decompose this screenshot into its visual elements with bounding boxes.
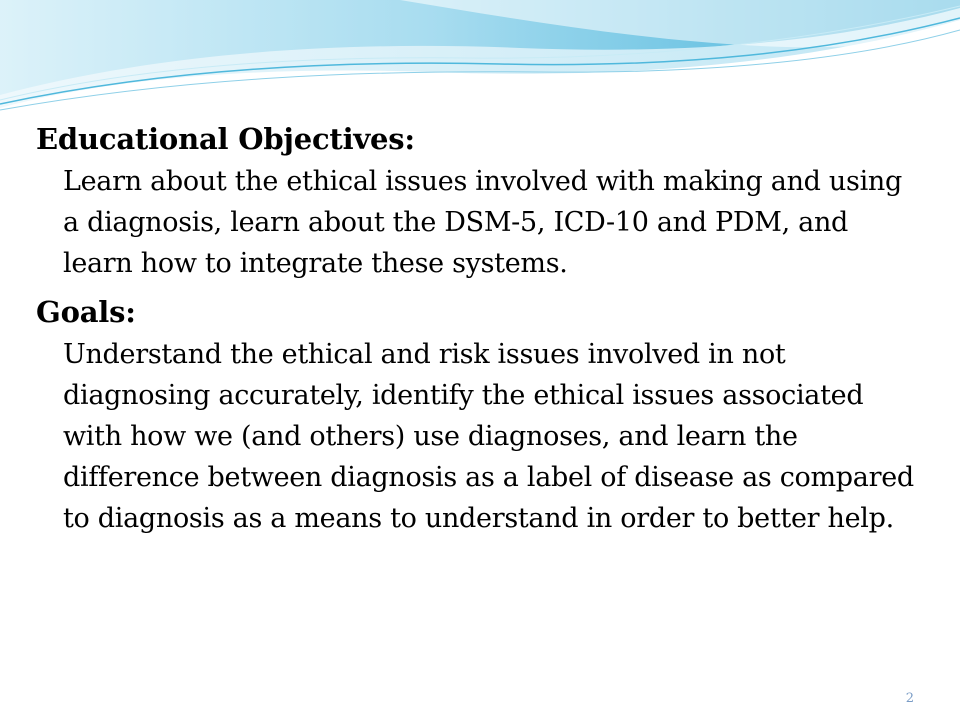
goals-text: Understand the ethical and risk issues involved in not diagnosing accurately, identify the ethical issues associated with how we (and others) use diagnoses, and learn the difference between diagnosis as a label of disease as compared to diagnosis as a means to understand in order to better help. (63, 339, 914, 534)
page-number: 2 (905, 691, 914, 706)
objectives-section (36, 118, 936, 284)
goals-section (36, 291, 936, 539)
goals-heading: Goals: (36, 295, 136, 329)
objectives-heading: Educational Objectives: (36, 122, 415, 156)
objectives-text: Learn about the ethical issues involved with making and using a diagnosis, learn about the DSM-5, ICD-10 and PDM, and learn how to integrate these systems. (63, 166, 902, 279)
slide-content (36, 118, 936, 546)
header-wave-decoration (0, 0, 960, 130)
